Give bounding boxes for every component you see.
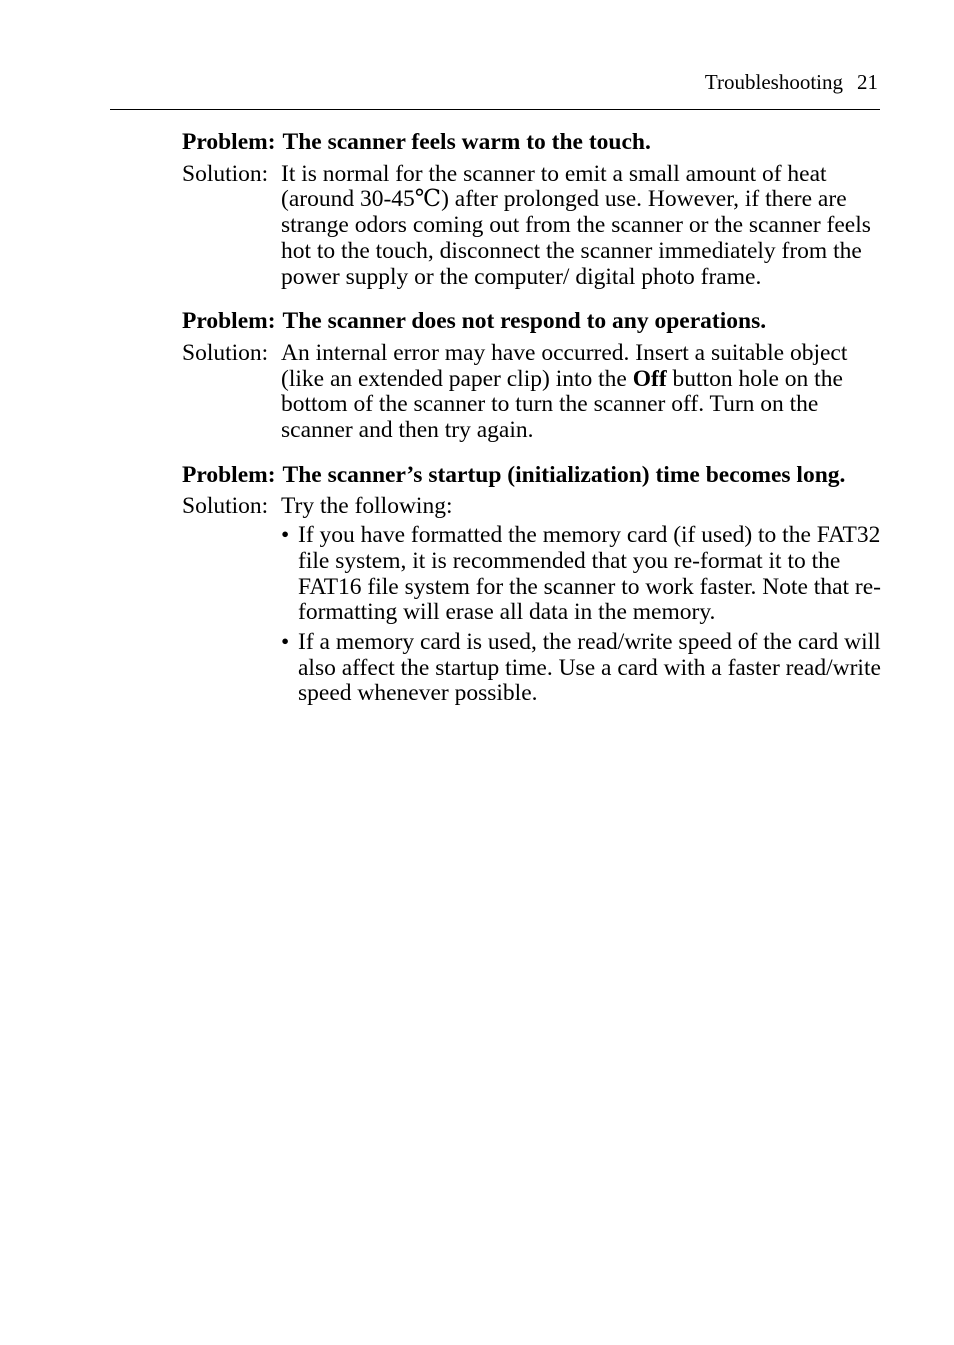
- solution-label: Solution:: [182, 160, 269, 187]
- problem-heading: [182, 463, 882, 489]
- page-header: [110, 68, 880, 110]
- bullet-text: If a memory card is used, the read/write speed of the card will also affect the startup time. Use a card with a faster read/write speed whenever possible.: [298, 628, 881, 707]
- problem-label: Problem:: [182, 461, 276, 488]
- header-section-title: Troubleshooting: [704, 70, 843, 94]
- solution-label: Solution:: [182, 493, 269, 520]
- solution-body: [281, 494, 882, 711]
- running-header: [705, 68, 878, 96]
- solution-block: [182, 494, 882, 711]
- problem-heading: [182, 309, 882, 335]
- solution-text: It is normal for the scanner to emit a small amount of heat (around 30-45℃) after prolonged use. However, if there are strange odors coming out from the scanner or the scanner feels hot to the touch, disconnect the scanner immediately from the power supply or the computer/ digital photo frame.: [281, 160, 871, 290]
- bullet-item: [281, 523, 882, 626]
- bullet-item: [281, 630, 882, 707]
- solution-block: [182, 162, 882, 291]
- problem-label: Problem:: [182, 129, 276, 155]
- solution-text: [281, 341, 882, 444]
- troubleshooting-entry-no-response: [182, 309, 882, 444]
- problem-text: The scanner does not respond to any operations.: [282, 308, 767, 335]
- off-button-name: Off: [632, 365, 667, 392]
- bullet-text: If you have formatted the memory card (if used) to the FAT32 file system, it is recommended that you re-format it to the FAT16 file system for the scanner to work faster. Note that re-formatting will erase all data in the memory.: [298, 522, 881, 626]
- page-number: 21: [857, 70, 878, 94]
- problem-label: Problem:: [182, 308, 276, 335]
- solution-text: Try the following:: [281, 493, 453, 520]
- problem-heading: [182, 130, 882, 156]
- solution-label: Solution:: [182, 339, 269, 366]
- problem-text: The scanner feels warm to the touch.: [282, 129, 651, 155]
- bullet-icon: •: [281, 628, 290, 655]
- solution-text-part: button hole on the bottom of the scanner to turn the scanner off. Turn on the scanner and then try again.: [281, 365, 843, 444]
- problem-text: The scanner’s startup (initialization) time becomes long.: [282, 461, 846, 488]
- bullet-icon: •: [281, 522, 290, 549]
- troubleshooting-entry-startup-time: [182, 463, 882, 711]
- troubleshooting-entry-warm: [182, 130, 882, 290]
- solution-block: [182, 341, 882, 444]
- solution-text-part: An internal error may have occurred. Insert a suitable object (like an extended paper clip) into the: [281, 339, 848, 392]
- bullet-list: [281, 523, 882, 707]
- troubleshooting-content: [182, 130, 882, 730]
